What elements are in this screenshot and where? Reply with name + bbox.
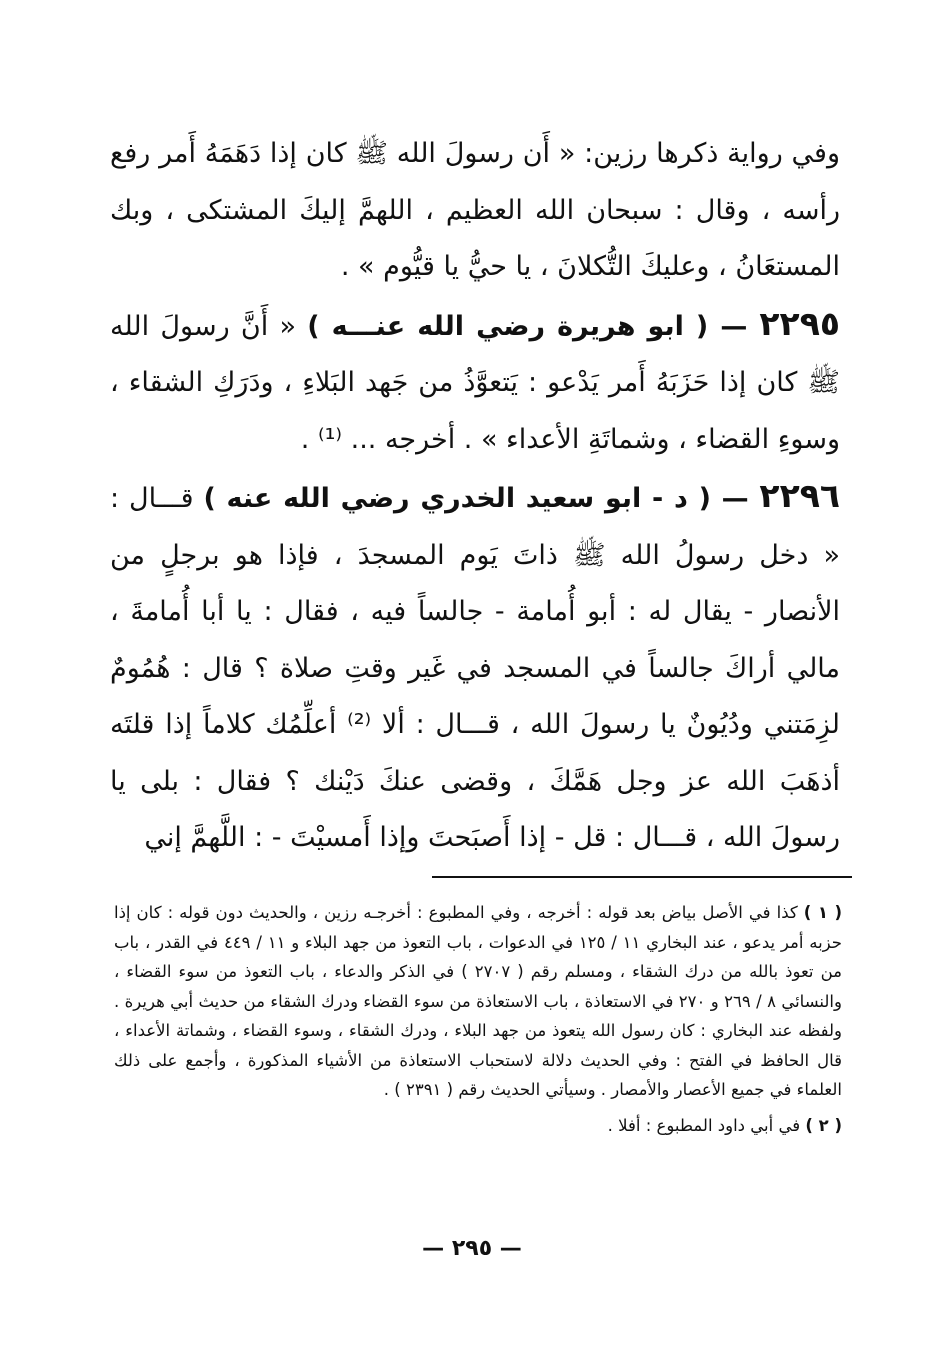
hadith-number: ٢٢٩٦ xyxy=(759,476,840,515)
hadith-2295 xyxy=(110,296,840,469)
hadith-separator: — xyxy=(708,310,760,342)
hadith-narrator: ( د - ابو سعيد الخدري رضي الله عنه ) xyxy=(203,483,711,514)
hadith-narrator: ( ابو هريرة رضي الله عنـــه ) xyxy=(307,310,709,342)
footnote-marker: ( ١ ) xyxy=(803,903,842,922)
hadith-2296 xyxy=(110,468,840,867)
main-text xyxy=(110,126,840,867)
footnote-text: في أبي داود المطبوع : أفلا . xyxy=(607,1115,806,1135)
hadith-text: قـــال : « دخل رسولُ الله ﷺ ذاتَ يَوم المسجدَ ، فإذا هو برجلٍ من الأنصار - يقال له : أبو أُمامة - جالساً فيه ، فقال : يا أبا أُمامةَ ، مالي أراكَ جالساً في المسجد في غَير وقتِ صلاة ؟ قال : هُمُومٌ لزِمَتني ودُيُونٌ يا رسولَ الله ، قـــال : ألا ⁽²⁾ أعلِّمُك كلاماً إذا قلتَه أذهَبَ الله عز وجل هَمَّكَ ، وقضى عنكَ دَيْنك ؟ فقال : بلى يا رسولَ الله ، قـــال : قل - إذا أَصبَحتَ وإذا أَمسيْتَ - : اللَّهمَّ إني xyxy=(110,483,840,853)
paragraph-rizin-narration: وفي رواية ذكرها رزين: « أَن رسولَ الله ﷺ كان إذا دَهَمَهُ أَمر رفع رأسه ، وقال : سبحان الله العظيم ، اللهمَّ إليكَ المشتكى ، وبك المستعَانُ ، وعليكَ التُّكلانَ ، يا حيُّ يا قيُّوم » . xyxy=(110,138,840,282)
footnotes xyxy=(114,898,842,1140)
hadith-number: ٢٢٩٥ xyxy=(759,303,840,343)
footnote-marker: ( ٢ ) xyxy=(805,1115,842,1135)
footnote-divider xyxy=(432,876,852,878)
footnote-1 xyxy=(114,898,842,1105)
footnote-2 xyxy=(114,1111,842,1141)
hadith-text: « أَنَّ رسولَ الله ﷺ كان إذا حَزَبَهُ أَمر يَدْعو : يَتعوَّذُ من جَهد البَلاءِ ، ودَرَكِ الشقاء ، وسوءِ القضاء ، وشماتَةِ الأعداء » . أخرجه ... ⁽¹⁾ . xyxy=(110,310,840,455)
page-number: — ٢٩٥ — xyxy=(422,1236,522,1261)
footnote-text: كذا في الأصل بياض بعد قوله : أخرجه ، وفي المطبوع : أخرجـه رزين ، والحديث دون قوله : كان إذا حزبه أمر يدعو ، عند البخاري ١١ / ١٢٥ في الدعوات ، باب التعوذ من جهد البلاء و ١١ / ٤٤٩ في القدر ، باب من تعوذ بالله من درك الشقاء ، ومسلم رقم ( ٢٧٠٧ ) في الذكر والدعاء ، باب التعوذ من سوء القضاء ، والنسائي ٨ / ٢٦٩ و ٢٧٠ في الاستعاذة ، باب الاستعاذة من سوء القضاء ودرك الشقاء من حديث أبي هريرة . ولفظه عند البخاري : كان رسول الله يتعوذ من جهد البلاء ، ودرك الشقاء ، وسوء القضاء ، وشماتة الأعداء ، قال الحافظ في الفتح : وفي الحديث دلالة لاستحباب الاستعاذة من الأشياء المذكورة ، وأجمع على ذلك العلماء في جميع الأعصار والأمصار . وسيأتي الحديث رقم ( ٢٣٩١ ) . xyxy=(114,903,842,1099)
hadith-separator: — xyxy=(710,483,760,514)
